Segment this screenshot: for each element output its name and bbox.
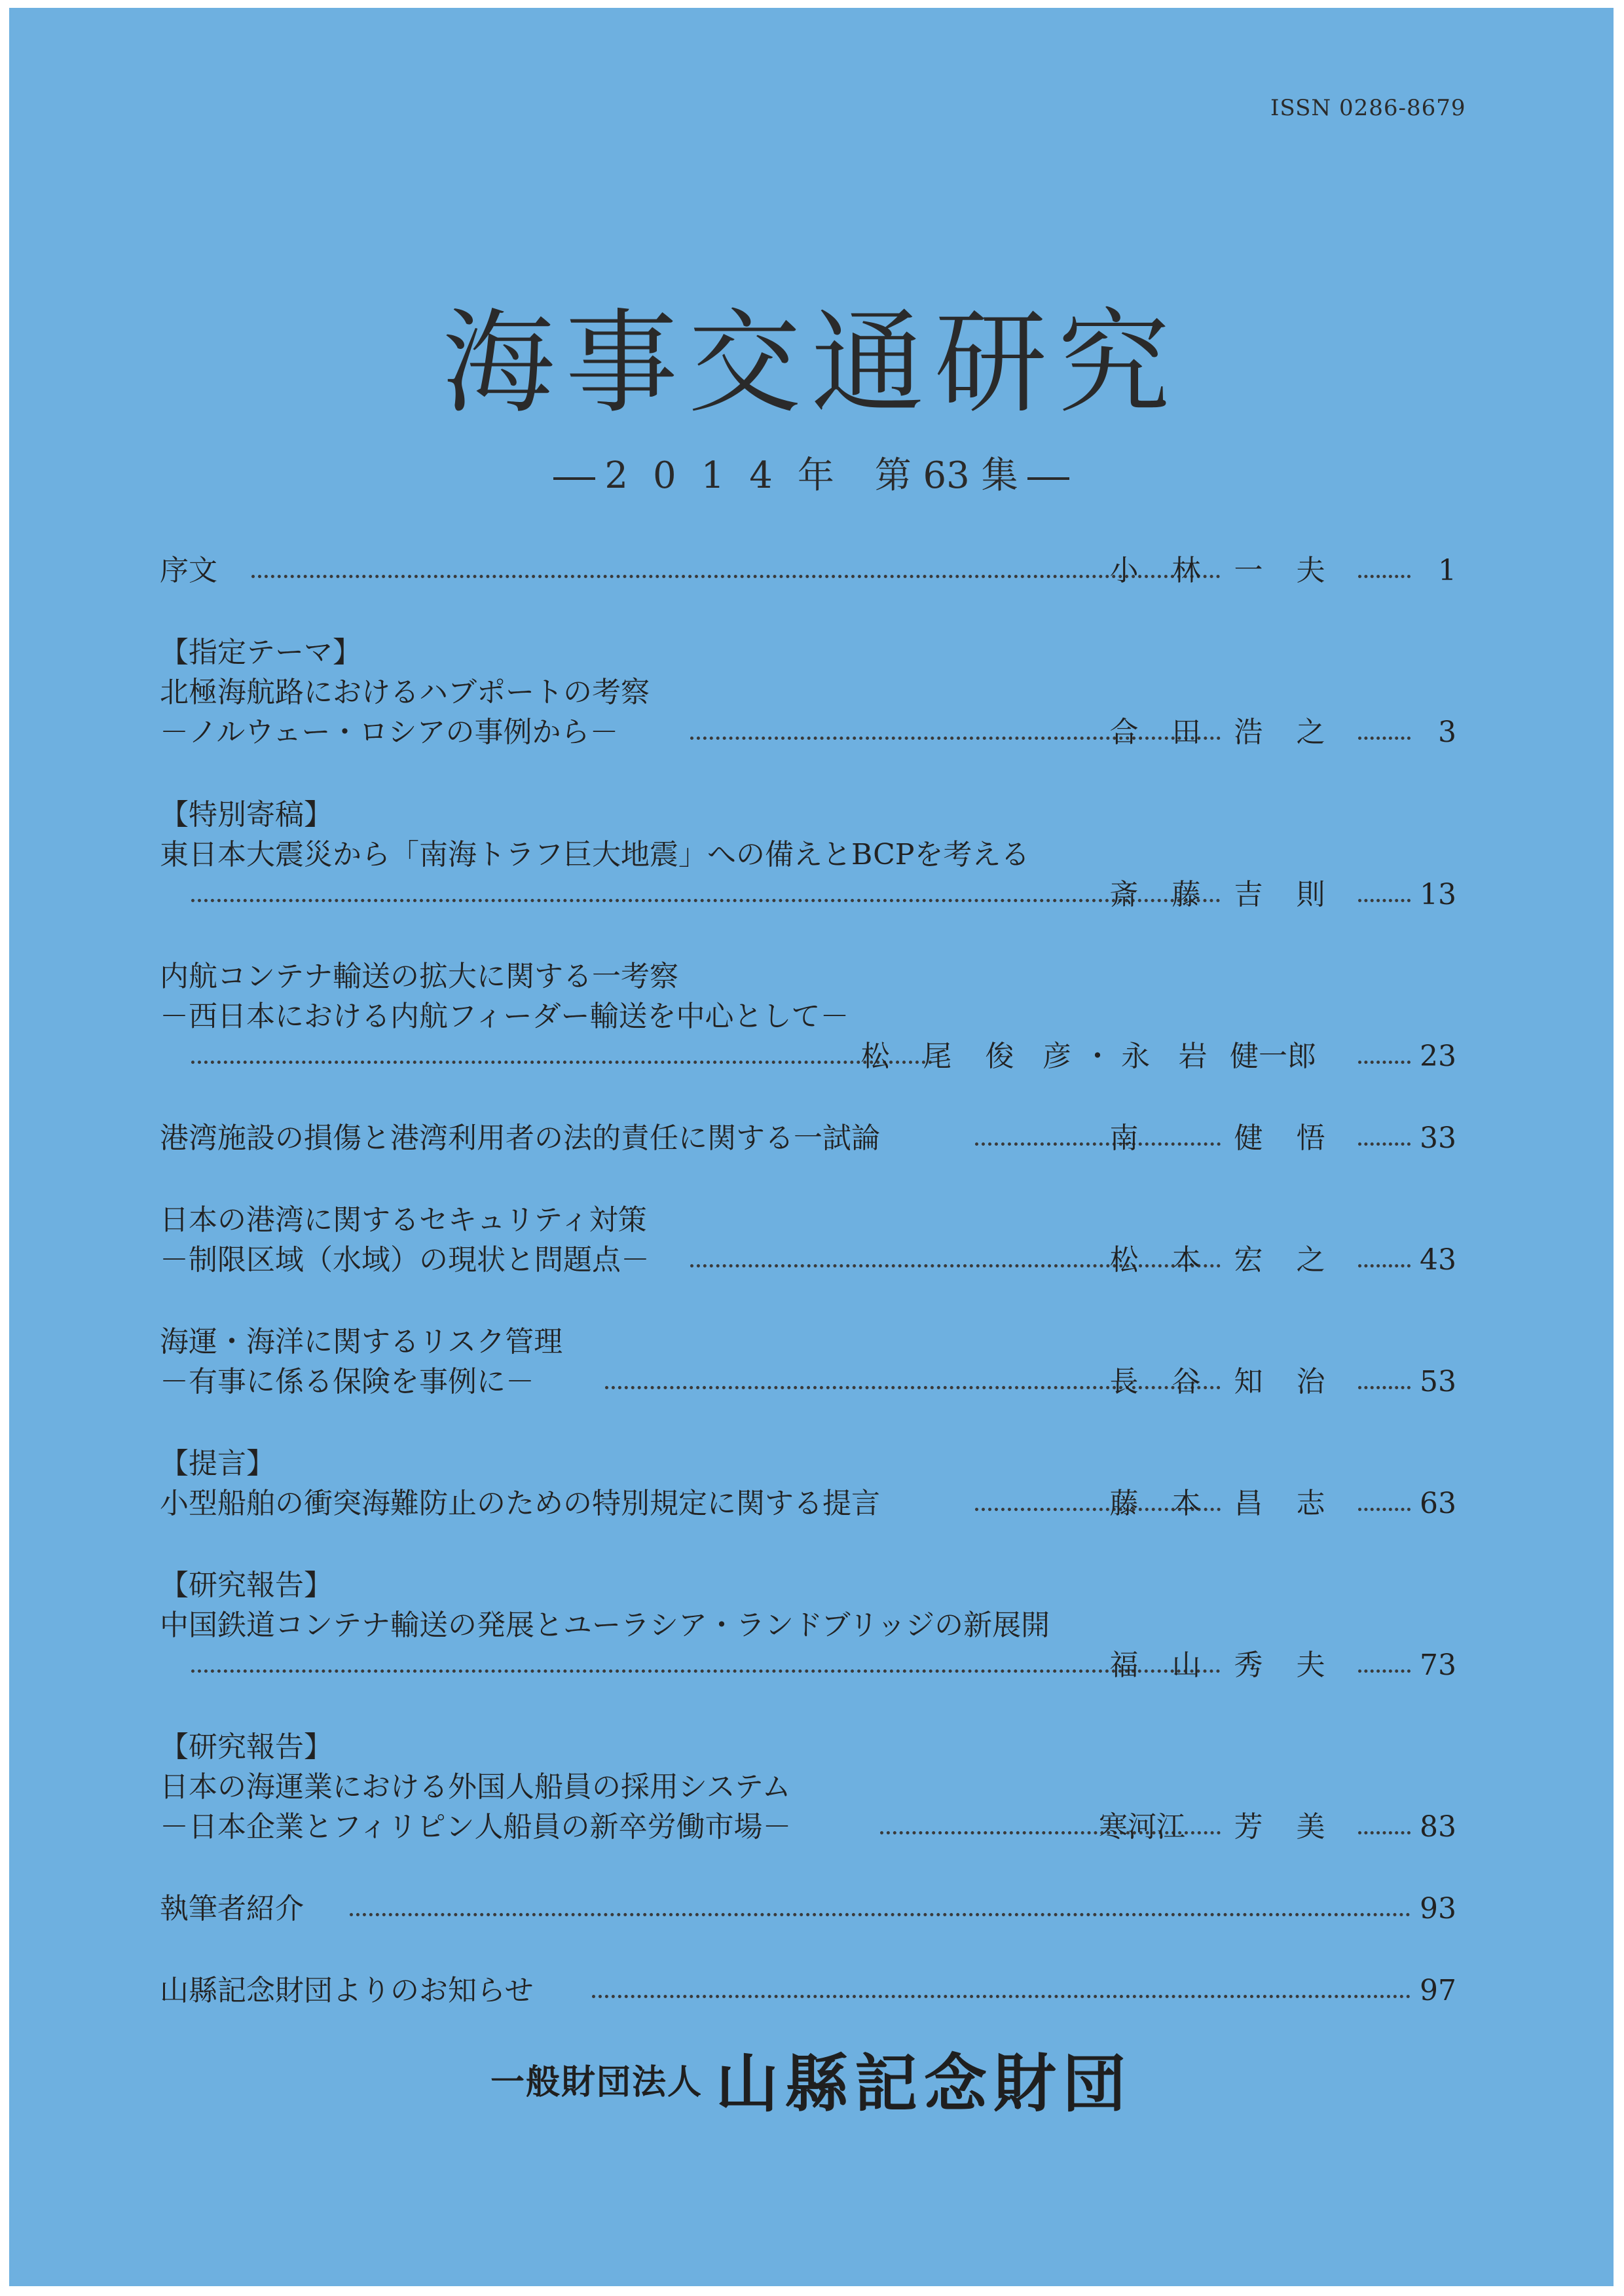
toc-entry[interactable] [160, 713, 1456, 752]
issue-number: 第 63 集 [874, 454, 1018, 497]
toc-entry[interactable] [160, 1362, 1456, 1402]
toc-section-heading: 【研究報告】 [160, 1730, 333, 1764]
leader-dots [251, 551, 1221, 578]
toc-title: 海運・海洋に関するリスク管理 [160, 1325, 563, 1358]
toc-entry[interactable] [160, 1037, 1456, 1076]
leader-dots [1358, 1241, 1411, 1267]
toc-subtitle: －有事に係る保険を事例に－ [160, 1365, 534, 1398]
toc-page: 83 [1420, 1810, 1456, 1844]
toc-entry[interactable] [160, 875, 1456, 915]
dash-rule [553, 477, 595, 480]
leader-dots [1358, 875, 1411, 902]
toc-author: 松 本 宏 之 [1109, 1243, 1325, 1277]
toc-subtitle: －西日本における内航フィーダー輸送を中心として－ [160, 1000, 849, 1033]
toc-entry[interactable] [160, 1971, 1456, 2011]
toc-title: 北極海航路におけるハブポートの考察 [160, 676, 650, 709]
toc-subtitle: －日本企業とフィリピン人船員の新卒労働市場－ [160, 1810, 792, 1844]
toc-page: 97 [1420, 1974, 1456, 2007]
toc-author: 長 谷 知 治 [1109, 1365, 1325, 1398]
toc-entry[interactable] [160, 1808, 1456, 1847]
toc-title: 日本の海運業における外国人船員の採用システム [160, 1770, 791, 1804]
toc-title: 港湾施設の損傷と港湾利用者の法的責任に関する一試論 [160, 1121, 880, 1155]
toc-title: 執筆者紹介 [160, 1892, 304, 1925]
toc-section-heading: 【提言】 [160, 1447, 275, 1480]
toc-entry[interactable] [160, 1646, 1456, 1685]
leader-dots [592, 1971, 1411, 1998]
toc-section-heading: 【研究報告】 [160, 1569, 333, 1602]
leader-dots [1358, 551, 1411, 578]
toc-page: 23 [1420, 1040, 1456, 1073]
toc-page: 63 [1420, 1487, 1456, 1520]
toc-entry[interactable] [160, 1484, 1456, 1523]
publisher-type: 一般財団法人 [490, 2062, 703, 2102]
leader-dots [1358, 1037, 1411, 1064]
journal-cover [9, 8, 1614, 2286]
toc-entry[interactable] [160, 1241, 1456, 1280]
toc-subtitle: －ノルウェー・ロシアの事例から－ [160, 716, 619, 749]
toc-page: 13 [1420, 878, 1456, 911]
toc-page: 73 [1420, 1649, 1456, 1682]
leader-dots [1358, 1362, 1411, 1389]
leader-dots [1358, 1646, 1411, 1673]
toc-page: 1 [1438, 554, 1456, 587]
leader-dots [1358, 1484, 1411, 1511]
toc-page: 43 [1420, 1243, 1456, 1277]
journal-title: 海事交通研究 [442, 297, 1181, 429]
leader-dots [350, 1889, 1411, 1916]
toc-page: 33 [1420, 1121, 1456, 1155]
toc-author: 南 健 悟 [1109, 1121, 1325, 1155]
toc-title: 山縣記念財団よりのお知らせ [160, 1974, 534, 2007]
leader-dots [1358, 1119, 1411, 1146]
leader-dots [1358, 1808, 1411, 1834]
leader-dots [191, 1646, 1221, 1673]
toc-author: 合 田 浩 之 [1109, 716, 1325, 749]
leader-dots [191, 875, 1221, 902]
toc-page: 3 [1438, 716, 1456, 749]
dash-rule [1027, 477, 1069, 480]
toc-subtitle: －制限区域（水域）の現状と問題点－ [160, 1243, 650, 1277]
issn: ISSN 0286-8679 [1270, 95, 1466, 121]
issue-year: 2014 [604, 454, 798, 497]
toc-author: 福 山 秀 夫 [1109, 1649, 1325, 1682]
leader-dots [191, 1037, 932, 1064]
toc-section-heading: 【特別寄稿】 [160, 798, 333, 831]
toc-section-heading: 【指定テーマ】 [160, 636, 361, 669]
toc-entry[interactable] [160, 1889, 1456, 1929]
toc-title: 内航コンテナ輸送の拡大に関する一考察 [160, 960, 678, 993]
toc-author: 藤 本 昌 志 [1109, 1487, 1325, 1520]
toc-author: 寒河江 芳 美 [1099, 1810, 1325, 1844]
toc-title: 東日本大震災から「南海トラフ巨大地震」への備えとBCPを考える [160, 838, 1030, 871]
toc-author: 松 尾 俊 彦 ・ 永 岩 健一郎 [860, 1040, 1316, 1073]
toc-page: 93 [1420, 1892, 1456, 1925]
publisher-name: 山縣記念財団 [716, 2047, 1132, 2121]
toc-page: 53 [1420, 1365, 1456, 1398]
issue-year-suffix: 年 [797, 454, 834, 497]
issue-subtitle [9, 446, 1614, 499]
toc-entry[interactable] [160, 1119, 1456, 1158]
toc-entry-preface[interactable] [160, 551, 1456, 591]
toc-title: 中国鉄道コンテナ輸送の発展とユーラシア・ランドブリッジの新展開 [160, 1609, 1050, 1642]
toc-author: 小 林 一 夫 [1109, 554, 1325, 587]
leader-dots [1358, 713, 1411, 740]
toc-title: 小型船舶の衝突海難防止のための特別規定に関する提言 [160, 1487, 880, 1520]
publisher [9, 2034, 1614, 2124]
toc-title: 序文 [160, 554, 217, 587]
toc-title: 日本の港湾に関するセキュリティ対策 [160, 1203, 647, 1237]
toc-author: 斎 藤 吉 則 [1109, 878, 1325, 911]
